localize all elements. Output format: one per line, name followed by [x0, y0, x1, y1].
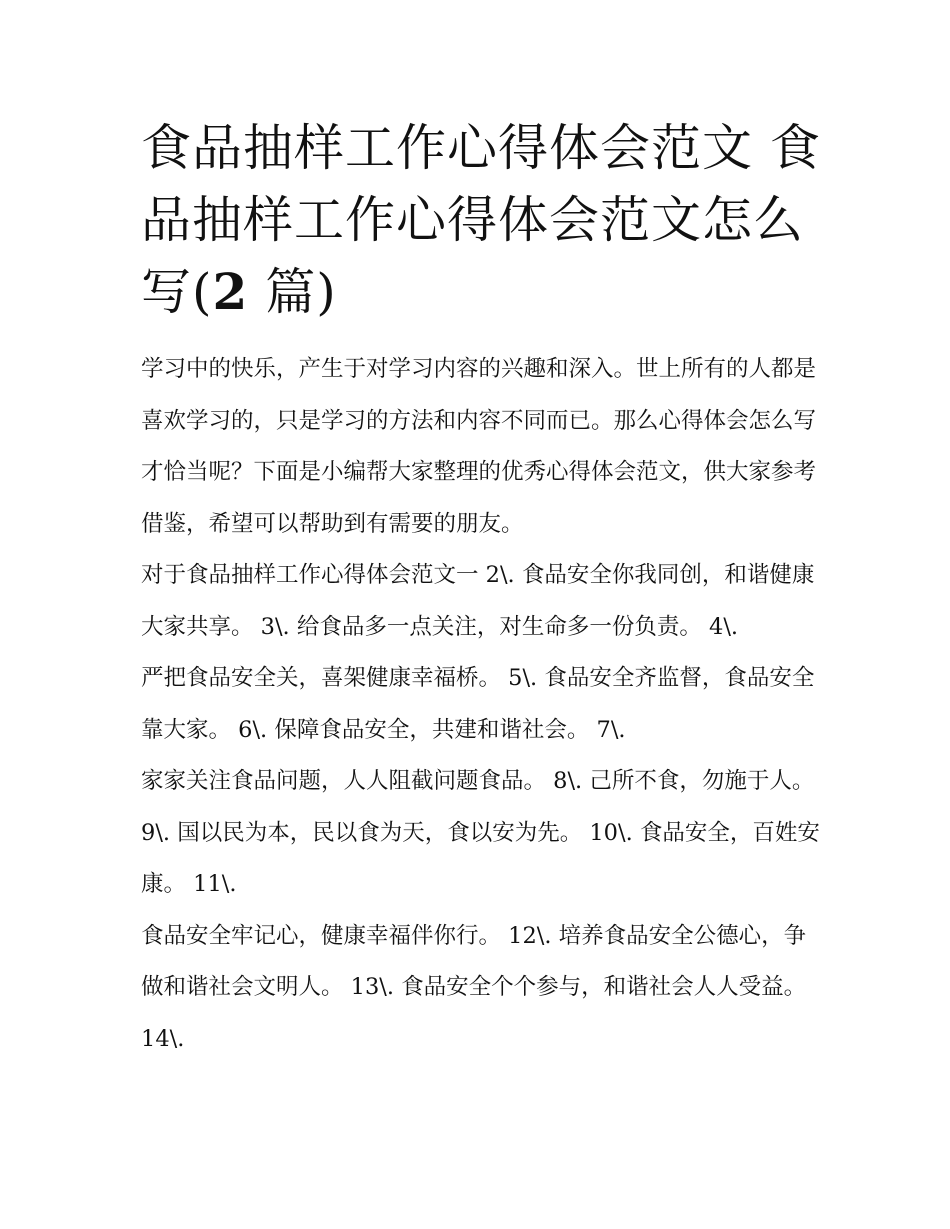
title-line-3-num: 2 — [212, 262, 249, 321]
title-line-2: 品抽样工作心得体会范文怎么 — [141, 191, 804, 249]
paragraph-slogans-4: 食品安全牢记心，健康幸福伴你行。 12\. 培养食品安全公德心，争做和谐社会文明人。 13\. 食品安全个个参与，和谐社会人人受益。 14\. — [141, 922, 807, 1052]
paragraph-slogans-3: 家家关注食品问题，人人阻截问题食品。 8\. 己所不食，勿施于人。 9\. 国以民为本，民以食为天，食以安为先。 10\. 食品安全，百姓安康。 11\. — [141, 768, 820, 897]
paragraph-slogans-1: 对于食品抽样工作心得体会范文一 2\. 食品安全你我同创，和谐健康大家共享。 3\. 给食品多一点关注，对生命多一份负责。 4\. — [141, 562, 815, 640]
title-line-3-post: 篇) — [248, 263, 337, 321]
document-title — [141, 112, 821, 328]
paragraph-slogans-2: 严把食品安全关，喜架健康幸福桥。 5\. 食品安全齐监督，食品安全靠大家。 6\. 保障食品安全，共建和谐社会。 7\. — [141, 665, 815, 743]
title-line-3-pre: 写( — [141, 263, 213, 321]
document-body — [141, 344, 821, 1065]
paragraph-intro: 学习中的快乐，产生于对学习内容的兴趣和深入。世上所有的人都是喜欢学习的，只是学习的方法和内容不同而已。那么心得体会怎么写才恰当呢？下面是小编帮大家整理的优秀心得体会范文，供大家参考借鉴，希望可以帮助到有需要的朋友。 — [141, 356, 817, 537]
document-page — [141, 112, 821, 1065]
title-line-1: 食品抽样工作心得体会范文 食 — [141, 119, 821, 177]
